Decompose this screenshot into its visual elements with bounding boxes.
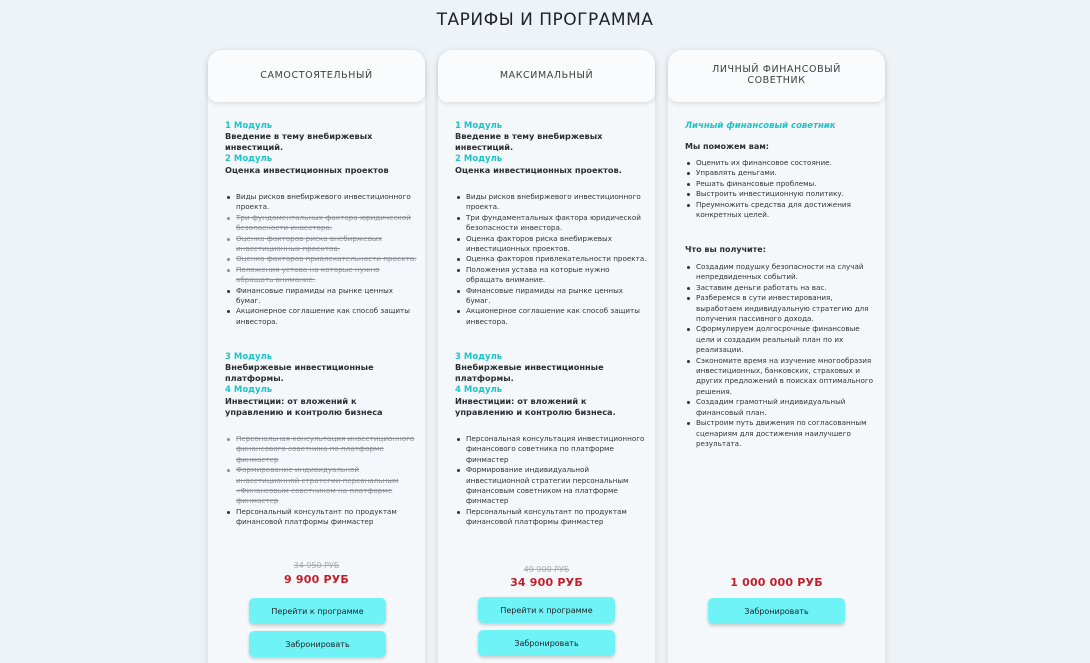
list-item: Финансовые пирамиды на рынке ценных бумаг. (455, 286, 647, 307)
list-item: Выстроим путь движения по согласованным сценариям для достижения наилучшего результата. (685, 418, 877, 449)
list-item: Управлять деньгами. (685, 168, 877, 178)
list-item: Оценка факторов привлекательности проекта. (455, 254, 647, 264)
list-item: Персональная консультация инвестиционного финансового советника по платформе финмастер (455, 434, 647, 465)
module-label: 1 Модуль (455, 121, 503, 131)
list-item: Персональная консультация инвестиционного финансового советника по платформе финмастер (225, 434, 417, 465)
plan-card-max (438, 50, 655, 663)
price: 34 900 РУБ (510, 576, 583, 589)
list-item: Создадим подушку безопасности на случай непредвиденных событий. (685, 262, 877, 283)
module-label: 2 Модуль (455, 154, 503, 164)
list-item: Персональный консультант по продуктам финансовой платформы финмастер (225, 507, 417, 528)
plan-subtitle: Личный финансовый советник (685, 121, 836, 131)
plan-card-advisor (668, 50, 885, 663)
module-label: 3 Модуль (455, 352, 503, 362)
module-title: Введение в тему внебиржевых инвестиций. (225, 131, 373, 152)
module-2-list (455, 192, 647, 327)
help-list (685, 158, 877, 220)
list-item: Три фундаментальных фактора юридической безопасности инвестора. (225, 213, 417, 234)
list-item: Персональный консультант по продуктам финансовой платформы финмастер (455, 507, 647, 528)
module-title: Инвестиции: от вложений к управлению и контролю бизнеса. (455, 396, 616, 417)
list-item: Положения устава на которые нужно обращать внимание. (225, 265, 417, 286)
go-to-program-button[interactable]: Перейти к программе (478, 597, 615, 623)
list-item: Выстроить инвестиционную политику. (685, 189, 877, 199)
book-button[interactable]: Забронировать (708, 598, 845, 624)
list-item: Заставим деньги работать на вас. (685, 283, 877, 293)
get-heading: Что вы получите: (685, 245, 766, 254)
plan-card-self (208, 50, 425, 663)
old-price: 34 950 РУБ (293, 561, 340, 570)
module-2-list (225, 192, 417, 327)
list-item: Разберемся в сути инвестирования, выработаем индивидуальную стратегию для получения пассивного дохода. (685, 293, 877, 324)
module-label: 4 Модуль (455, 385, 503, 395)
list-item: Преумножить средства для достижения конкретных целей. (685, 200, 877, 221)
module-title: Внебиржевые инвестиционные платформы. (225, 362, 374, 383)
module-title: Инвестиции: от вложений к управлению и контролю бизнеса (225, 396, 383, 417)
book-button[interactable]: Забронировать (249, 631, 386, 657)
page-title: ТАРИФЫ И ПРОГРАММА (436, 10, 654, 30)
module-4-list (455, 434, 647, 528)
list-item: Акционерное соглашение как способ защиты инвестора. (455, 306, 647, 327)
list-item: Сформулируем долгосрочные финансовые цели и создадим реальный план по их реализации. (685, 324, 877, 355)
plan-title: ЛИЧНЫЙ ФИНАНСОВЫЙ СОВЕТНИК (668, 50, 885, 102)
module-label: 1 Модуль (225, 121, 273, 131)
go-to-program-button[interactable]: Перейти к программе (249, 598, 386, 624)
list-item: Решать финансовые проблемы. (685, 179, 877, 189)
list-item: Оценить их финансовое состояние. (685, 158, 877, 168)
list-item: Сэкономите время на изучение многообразия инвестиционных, банковских, страховых и других предложений в поисках оптимального решения. (685, 356, 877, 398)
module-label: 3 Модуль (225, 352, 273, 362)
list-item: Виды рисков внебиржевого инвестиционного проекта. (455, 192, 647, 213)
module-title: Внебиржевые инвестиционные платформы. (455, 362, 604, 383)
help-heading: Мы поможем вам: (685, 142, 769, 151)
module-label: 4 Модуль (225, 385, 273, 395)
price: 9 900 РУБ (283, 573, 349, 586)
old-price: 49 900 РУБ (523, 565, 570, 574)
list-item: Оценка факторов риска внебиржевых инвестиционных проектов. (225, 234, 417, 255)
module-title: Оценка инвестиционных проектов. (455, 165, 622, 175)
list-item: Три фундаментальных фактора юридической безопасности инвестора. (455, 213, 647, 234)
plan-title: САМОСТОЯТЕЛЬНЫЙ (208, 50, 425, 102)
module-4-list (225, 434, 417, 528)
list-item: Создадим грамотный индивидуальный финансовый план. (685, 397, 877, 418)
module-label: 2 Модуль (225, 154, 273, 164)
list-item: Формирование индивидуальной инвестиционной стратегии персональным «Финансовым советником на платформе финмастер (225, 465, 417, 507)
list-item: Оценка факторов риска внебиржевых инвестиционных проектов. (455, 234, 647, 255)
get-list (685, 262, 877, 449)
list-item: Акционерное соглашение как способ защиты инвестора. (225, 306, 417, 327)
list-item: Положения устава на которые нужно обращать внимание. (455, 265, 647, 286)
list-item: Формирование индивидуальной инвестиционной стратегии персональным финансовым советником на платформе финмастер (455, 465, 647, 507)
book-button[interactable]: Забронировать (478, 630, 615, 656)
module-title: Введение в тему внебиржевых инвестиций. (455, 131, 603, 152)
plan-title: МАКСИМАЛЬНЫЙ (438, 50, 655, 102)
list-item: Финансовые пирамиды на рынке ценных бумаг. (225, 286, 417, 307)
module-title: Оценка инвестиционных проектов (225, 165, 389, 175)
list-item: Оценка факторов привлекательности проекта. (225, 254, 417, 264)
list-item: Виды рисков внебиржевого инвестиционного проекта. (225, 192, 417, 213)
price: 1 000 000 РУБ (730, 576, 823, 589)
